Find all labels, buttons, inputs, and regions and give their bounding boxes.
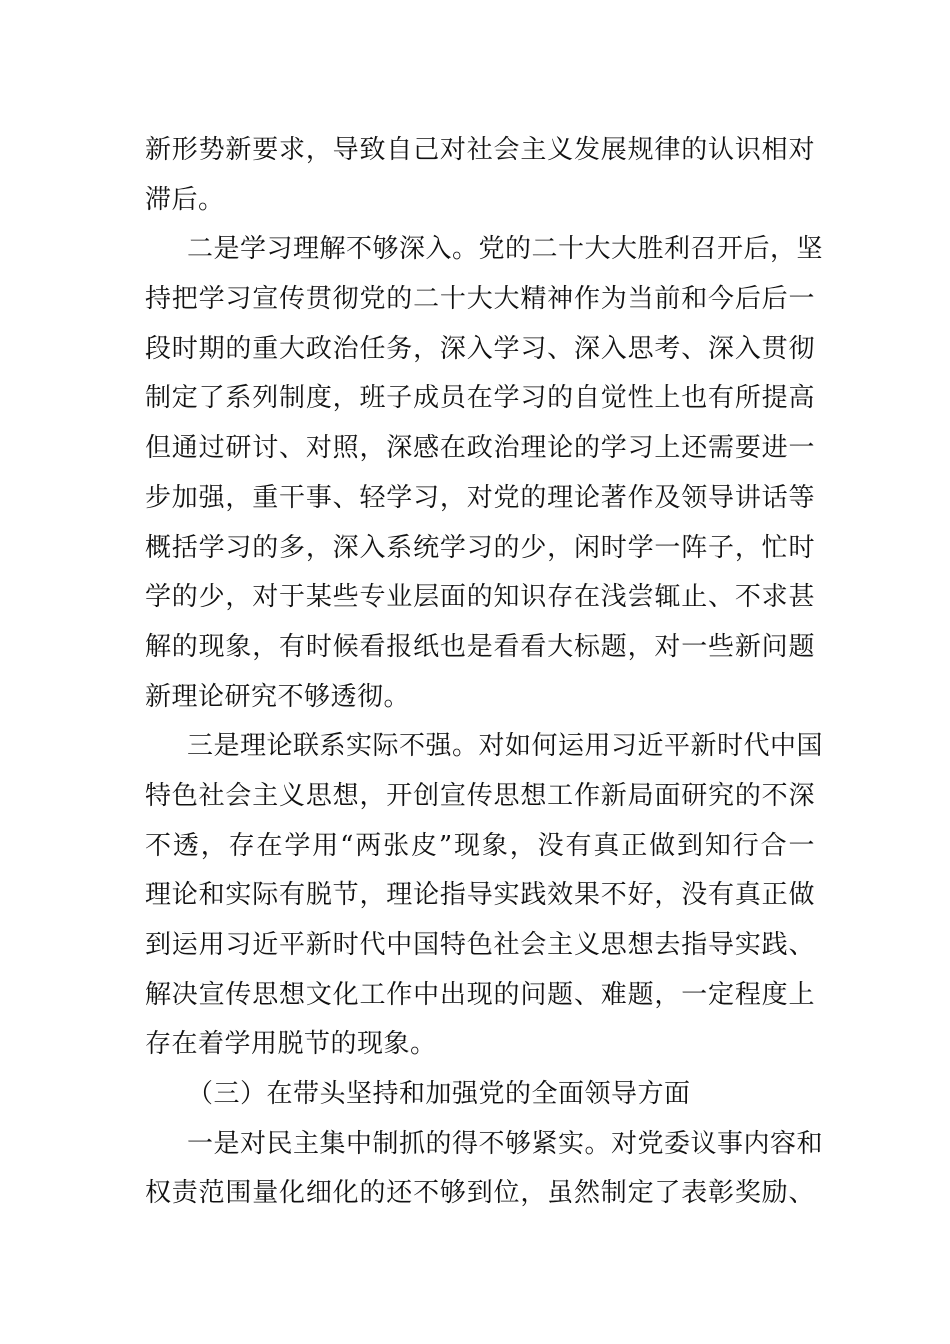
text-line: 存在着学用脱节的现象。 [145, 1029, 437, 1060]
text-line: 解决宣传思想文化工作中出现的问题、难题，一定程度上 [145, 979, 815, 1010]
paragraph-start-line: 一是对民主集中制抓的得不够紧实。对党委议事内容和 [187, 1128, 824, 1159]
text-line: 不透，存在学用“两张皮”现象，没有真正做到知行合一 [145, 830, 815, 861]
body-text [145, 126, 824, 1219]
text-line: 理论和实际有脱节，理论指导实践效果不好，没有真正做 [145, 880, 815, 911]
paragraph-start-line: 三是理论联系实际不强。对如何运用习近平新时代中国 [187, 731, 824, 762]
text-line: 解的现象，有时候看报纸也是看看大标题，对一些新问题 [145, 631, 815, 662]
text-line: 特色社会主义思想，开创宣传思想工作新局面研究的不深 [145, 780, 815, 811]
text-line: 新形势新要求，导致自己对社会主义发展规律的认识相对 [145, 135, 815, 165]
text-line: 持把学习宣传贯彻党的二十大大精神作为当前和今后后一 [145, 284, 815, 315]
text-line: 但通过研讨、对照，深感在政治理论的学习上还需要进一 [145, 433, 815, 464]
text-line: 学的少，对于某些专业层面的知识存在浅尝辄止、不求甚 [145, 582, 815, 613]
text-line: 新理论研究不够透彻。 [145, 681, 411, 712]
text-line: 步加强，重干事、轻学习，对党的理论著作及领导讲话等 [145, 482, 815, 513]
text-line: 制定了系列制度，班子成员在学习的自觉性上也有所提高 [145, 383, 815, 414]
paragraph-start-line: 二是学习理解不够深入。党的二十大大胜利召开后，坚 [187, 234, 824, 265]
text-line: 滞后。 [145, 184, 225, 215]
text-line: 概括学习的多，深入系统学习的少，闲时学一阵子，忙时 [145, 532, 815, 563]
text-line: 权责范围量化细化的还不够到位，虽然制定了表彰奖励、 [145, 1178, 815, 1209]
text-line: 到运用习近平新时代中国特色社会主义思想去指导实践、 [145, 930, 815, 960]
section-heading: （三）在带头坚持和加强党的全面领导方面 [187, 1079, 691, 1110]
text-line: 段时期的重大政治任务，深入学习、深入思考、深入贯彻 [145, 333, 815, 364]
